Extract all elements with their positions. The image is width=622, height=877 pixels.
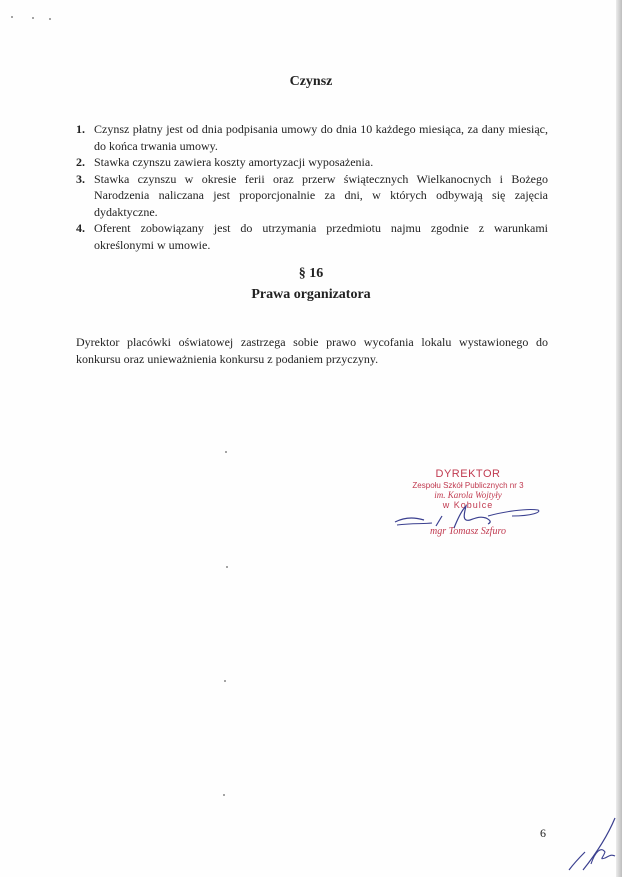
list-item — [76, 171, 548, 221]
scan-speck — [224, 680, 226, 682]
section-title: Czynsz — [289, 74, 333, 89]
list-item-text: Oferent zobowiązany jest do utrzymania przedmiotu najmu zgodnie z warunkami określonymi w umowie. — [94, 221, 548, 252]
list-item-number: 1. — [76, 122, 85, 136]
page-edge-shadow — [616, 0, 622, 877]
signature-icon — [392, 500, 542, 540]
list-item-number: 4. — [76, 221, 85, 235]
list-item-number: 3. — [76, 171, 85, 186]
list-item-text: Stawka czynszu w okresie ferii oraz przerw świątecznych Wielkanocnych i Bożego Narodzenia naliczana jest proporcjonalnie za dni, w których odbywają się zajęcia dydaktyczne. — [94, 171, 548, 219]
page-number: 6 — [540, 826, 546, 840]
paragraph-title: Prawa organizatora — [251, 287, 371, 302]
list-item — [76, 220, 548, 253]
body-paragraph: Dyrektor placówki oświatowej zastrzega sobie prawo wycofania lokalu wystawionego do konkursu oraz unieważnienia konkursu z podaniem przyczyny. — [76, 335, 548, 366]
list-item-number: 2. — [76, 155, 85, 169]
scan-speck — [32, 17, 34, 19]
stamp-name: mgr Tomasz Szfuro — [430, 526, 506, 537]
rules-list — [76, 121, 548, 253]
stamp-school: Zespołu Szkół Publicznych nr 3 — [412, 481, 524, 490]
list-item-text: Czynsz płatny jest od dnia podpisania umowy do dnia 10 każdego miesiąca, za dany miesiąc, do końca trwania umowy. — [94, 122, 548, 153]
scan-speck — [49, 18, 51, 20]
scan-speck — [225, 451, 227, 453]
stamp-patron: im. Karola Wojtyły — [434, 490, 502, 500]
scan-speck — [11, 16, 13, 18]
list-item — [76, 154, 548, 171]
stamp-title: DYREKTOR — [435, 468, 501, 480]
list-item-text: Stawka czynszu zawiera koszty amortyzacji wyposażenia. — [94, 155, 374, 169]
scan-speck — [226, 566, 228, 568]
list-item — [76, 121, 548, 154]
scan-speck — [223, 794, 225, 796]
paragraph-number: § 16 — [298, 266, 324, 281]
initials-icon — [565, 812, 617, 876]
stamp-location: w Kobulce — [442, 500, 494, 510]
